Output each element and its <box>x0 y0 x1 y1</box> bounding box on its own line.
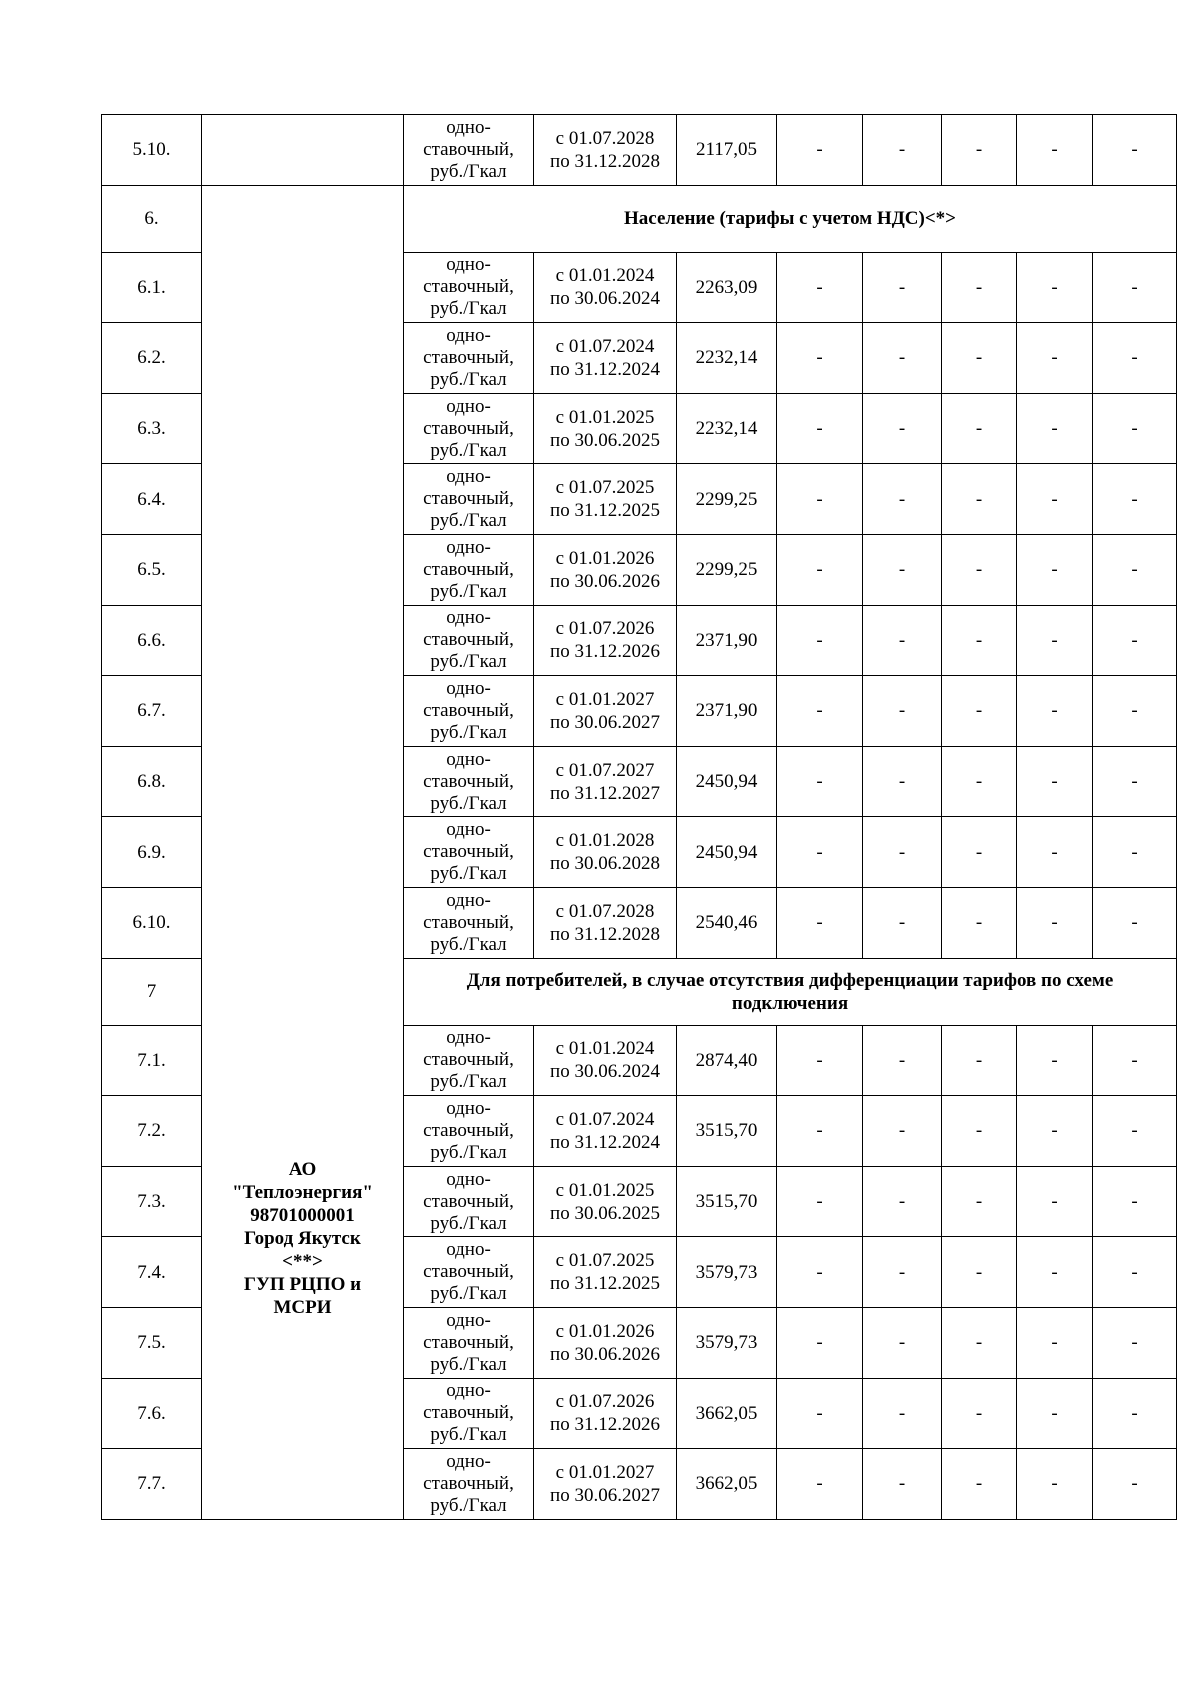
rate-type-cell: одно- ставочный, руб./Гкал <box>404 252 534 323</box>
row-number-cell: 6.9. <box>102 817 202 888</box>
empty-value-cell: - <box>777 1025 863 1096</box>
empty-value-cell: - <box>942 252 1017 323</box>
row-number-cell: 6.1. <box>102 252 202 323</box>
empty-value-cell: - <box>1093 676 1177 747</box>
empty-value-cell: - <box>1093 887 1177 958</box>
empty-value-cell: - <box>1017 1025 1093 1096</box>
table-row <box>102 115 1177 186</box>
tariff-value-cell: 3662,05 <box>677 1449 777 1520</box>
organization-cell: АО "Теплоэнергия" 98701000001 Город Якутск <**> ГУП РЦПО и МСРИ <box>202 185 404 1519</box>
period-cell: с 01.07.2028 по 31.12.2028 <box>534 115 677 186</box>
empty-value-cell: - <box>1017 887 1093 958</box>
empty-value-cell: - <box>777 115 863 186</box>
period-cell: с 01.07.2024 по 31.12.2024 <box>534 323 677 394</box>
period-cell: с 01.01.2027 по 30.06.2027 <box>534 676 677 747</box>
empty-value-cell: - <box>777 1237 863 1308</box>
empty-value-cell: - <box>942 746 1017 817</box>
tariff-value-cell: 3662,05 <box>677 1378 777 1449</box>
tariff-value-cell: 2299,25 <box>677 464 777 535</box>
empty-value-cell: - <box>863 676 942 747</box>
tariff-value-cell: 2299,25 <box>677 534 777 605</box>
rate-type-cell: одно- ставочный, руб./Гкал <box>404 887 534 958</box>
tariff-table <box>101 114 1177 1520</box>
empty-value-cell: - <box>777 887 863 958</box>
row-number-cell: 7.7. <box>102 1449 202 1520</box>
empty-value-cell: - <box>1093 115 1177 186</box>
period-cell: с 01.01.2025 по 30.06.2025 <box>534 1166 677 1237</box>
period-cell: с 01.01.2026 по 30.06.2026 <box>534 534 677 605</box>
period-cell: с 01.01.2027 по 30.06.2027 <box>534 1449 677 1520</box>
empty-value-cell: - <box>1093 1449 1177 1520</box>
empty-value-cell: - <box>942 817 1017 888</box>
empty-value-cell: - <box>863 1449 942 1520</box>
empty-value-cell: - <box>1017 605 1093 676</box>
empty-value-cell: - <box>777 534 863 605</box>
empty-value-cell: - <box>1017 1166 1093 1237</box>
row-number-cell: 7.4. <box>102 1237 202 1308</box>
period-cell: с 01.07.2025 по 31.12.2025 <box>534 464 677 535</box>
empty-value-cell: - <box>942 393 1017 464</box>
tariff-value-cell: 2540,46 <box>677 887 777 958</box>
empty-value-cell: - <box>863 115 942 186</box>
empty-value-cell: - <box>1093 393 1177 464</box>
row-number-cell: 6.10. <box>102 887 202 958</box>
tariff-value-cell: 3579,73 <box>677 1237 777 1308</box>
empty-value-cell: - <box>1093 1307 1177 1378</box>
rate-type-cell: одно- ставочный, руб./Гкал <box>404 1307 534 1378</box>
empty-value-cell: - <box>1017 676 1093 747</box>
tariff-value-cell: 3515,70 <box>677 1166 777 1237</box>
empty-value-cell: - <box>863 817 942 888</box>
period-cell: с 01.07.2026 по 31.12.2026 <box>534 605 677 676</box>
rate-type-cell: одно- ставочный, руб./Гкал <box>404 676 534 747</box>
empty-value-cell: - <box>863 1237 942 1308</box>
empty-value-cell: - <box>1093 1237 1177 1308</box>
row-number-cell: 6.7. <box>102 676 202 747</box>
period-cell: с 01.01.2028 по 30.06.2028 <box>534 817 677 888</box>
tariff-value-cell: 2371,90 <box>677 676 777 747</box>
rate-type-cell: одно- ставочный, руб./Гкал <box>404 115 534 186</box>
row-number-cell: 6.6. <box>102 605 202 676</box>
empty-value-cell: - <box>863 393 942 464</box>
empty-value-cell: - <box>777 1166 863 1237</box>
organization-cell-empty <box>202 115 404 186</box>
period-cell: с 01.07.2027 по 31.12.2027 <box>534 746 677 817</box>
empty-value-cell: - <box>777 1096 863 1167</box>
rate-type-cell: одно- ставочный, руб./Гкал <box>404 1166 534 1237</box>
empty-value-cell: - <box>1017 746 1093 817</box>
empty-value-cell: - <box>777 1378 863 1449</box>
rate-type-cell: одно- ставочный, руб./Гкал <box>404 817 534 888</box>
period-cell: с 01.01.2025 по 30.06.2025 <box>534 393 677 464</box>
empty-value-cell: - <box>863 1025 942 1096</box>
empty-value-cell: - <box>1093 1096 1177 1167</box>
tariff-value-cell: 2874,40 <box>677 1025 777 1096</box>
row-number-cell: 6.4. <box>102 464 202 535</box>
empty-value-cell: - <box>942 1166 1017 1237</box>
rate-type-cell: одно- ставочный, руб./Гкал <box>404 1449 534 1520</box>
row-number-cell: 7.5. <box>102 1307 202 1378</box>
tariff-value-cell: 2450,94 <box>677 817 777 888</box>
empty-value-cell: - <box>1093 817 1177 888</box>
empty-value-cell: - <box>942 887 1017 958</box>
row-number-cell: 6.5. <box>102 534 202 605</box>
row-number-cell: 6. <box>102 185 202 252</box>
empty-value-cell: - <box>1093 1166 1177 1237</box>
empty-value-cell: - <box>777 323 863 394</box>
empty-value-cell: - <box>1017 534 1093 605</box>
period-cell: с 01.01.2024 по 30.06.2024 <box>534 1025 677 1096</box>
rate-type-cell: одно- ставочный, руб./Гкал <box>404 393 534 464</box>
empty-value-cell: - <box>1093 252 1177 323</box>
tariff-value-cell: 2263,09 <box>677 252 777 323</box>
empty-value-cell: - <box>777 1307 863 1378</box>
empty-value-cell: - <box>1093 746 1177 817</box>
rate-type-cell: одно- ставочный, руб./Гкал <box>404 464 534 535</box>
empty-value-cell: - <box>942 605 1017 676</box>
tariff-value-cell: 3579,73 <box>677 1307 777 1378</box>
empty-value-cell: - <box>942 1378 1017 1449</box>
empty-value-cell: - <box>942 1025 1017 1096</box>
empty-value-cell: - <box>1017 393 1093 464</box>
empty-value-cell: - <box>777 676 863 747</box>
empty-value-cell: - <box>863 887 942 958</box>
empty-value-cell: - <box>1017 1307 1093 1378</box>
empty-value-cell: - <box>942 676 1017 747</box>
empty-value-cell: - <box>777 817 863 888</box>
empty-value-cell: - <box>1093 1378 1177 1449</box>
empty-value-cell: - <box>1017 252 1093 323</box>
empty-value-cell: - <box>942 464 1017 535</box>
period-cell: с 01.07.2025 по 31.12.2025 <box>534 1237 677 1308</box>
empty-value-cell: - <box>777 605 863 676</box>
empty-value-cell: - <box>863 1378 942 1449</box>
tariff-value-cell: 2371,90 <box>677 605 777 676</box>
period-cell: с 01.07.2026 по 31.12.2026 <box>534 1378 677 1449</box>
rate-type-cell: одно- ставочный, руб./Гкал <box>404 1025 534 1096</box>
tariff-value-cell: 2232,14 <box>677 393 777 464</box>
empty-value-cell: - <box>942 323 1017 394</box>
rate-type-cell: одно- ставочный, руб./Гкал <box>404 605 534 676</box>
row-number-cell: 7.2. <box>102 1096 202 1167</box>
empty-value-cell: - <box>863 1096 942 1167</box>
rate-type-cell: одно- ставочный, руб./Гкал <box>404 1096 534 1167</box>
empty-value-cell: - <box>777 252 863 323</box>
empty-value-cell: - <box>863 464 942 535</box>
row-number-cell: 5.10. <box>102 115 202 186</box>
empty-value-cell: - <box>1017 817 1093 888</box>
row-number-cell: 7.1. <box>102 1025 202 1096</box>
empty-value-cell: - <box>863 605 942 676</box>
empty-value-cell: - <box>1017 1096 1093 1167</box>
row-number-cell: 6.3. <box>102 393 202 464</box>
row-number-cell: 7.3. <box>102 1166 202 1237</box>
section-title: Для потребителей, в случае отсутствия дифференциации тарифов по схеме подключения <box>404 958 1177 1025</box>
empty-value-cell: - <box>942 115 1017 186</box>
empty-value-cell: - <box>863 252 942 323</box>
row-number-cell: 7 <box>102 958 202 1025</box>
period-cell: с 01.07.2024 по 31.12.2024 <box>534 1096 677 1167</box>
empty-value-cell: - <box>777 1449 863 1520</box>
empty-value-cell: - <box>1017 1449 1093 1520</box>
empty-value-cell: - <box>863 534 942 605</box>
tariff-value-cell: 2450,94 <box>677 746 777 817</box>
period-cell: с 01.01.2026 по 30.06.2026 <box>534 1307 677 1378</box>
empty-value-cell: - <box>1017 115 1093 186</box>
empty-value-cell: - <box>1093 534 1177 605</box>
empty-value-cell: - <box>942 1096 1017 1167</box>
empty-value-cell: - <box>1093 464 1177 535</box>
empty-value-cell: - <box>1017 464 1093 535</box>
tariff-value-cell: 2117,05 <box>677 115 777 186</box>
empty-value-cell: - <box>777 393 863 464</box>
rate-type-cell: одно- ставочный, руб./Гкал <box>404 323 534 394</box>
rate-type-cell: одно- ставочный, руб./Гкал <box>404 746 534 817</box>
row-number-cell: 6.2. <box>102 323 202 394</box>
row-number-cell: 7.6. <box>102 1378 202 1449</box>
section-row <box>102 185 1177 252</box>
tariff-value-cell: 2232,14 <box>677 323 777 394</box>
period-cell: с 01.01.2024 по 30.06.2024 <box>534 252 677 323</box>
empty-value-cell: - <box>863 323 942 394</box>
rate-type-cell: одно- ставочный, руб./Гкал <box>404 534 534 605</box>
empty-value-cell: - <box>863 746 942 817</box>
empty-value-cell: - <box>1017 1237 1093 1308</box>
tariff-value-cell: 3515,70 <box>677 1096 777 1167</box>
empty-value-cell: - <box>777 464 863 535</box>
table-body <box>102 115 1177 1520</box>
rate-type-cell: одно- ставочный, руб./Гкал <box>404 1237 534 1308</box>
empty-value-cell: - <box>942 1237 1017 1308</box>
empty-value-cell: - <box>1093 323 1177 394</box>
empty-value-cell: - <box>777 746 863 817</box>
empty-value-cell: - <box>942 1307 1017 1378</box>
empty-value-cell: - <box>1017 1378 1093 1449</box>
empty-value-cell: - <box>1093 605 1177 676</box>
period-cell: с 01.07.2028 по 31.12.2028 <box>534 887 677 958</box>
rate-type-cell: одно- ставочный, руб./Гкал <box>404 1378 534 1449</box>
empty-value-cell: - <box>863 1166 942 1237</box>
empty-value-cell: - <box>1093 1025 1177 1096</box>
row-number-cell: 6.8. <box>102 746 202 817</box>
empty-value-cell: - <box>942 534 1017 605</box>
empty-value-cell: - <box>942 1449 1017 1520</box>
section-title: Население (тарифы с учетом НДС)<*> <box>404 185 1177 252</box>
empty-value-cell: - <box>863 1307 942 1378</box>
empty-value-cell: - <box>1017 323 1093 394</box>
